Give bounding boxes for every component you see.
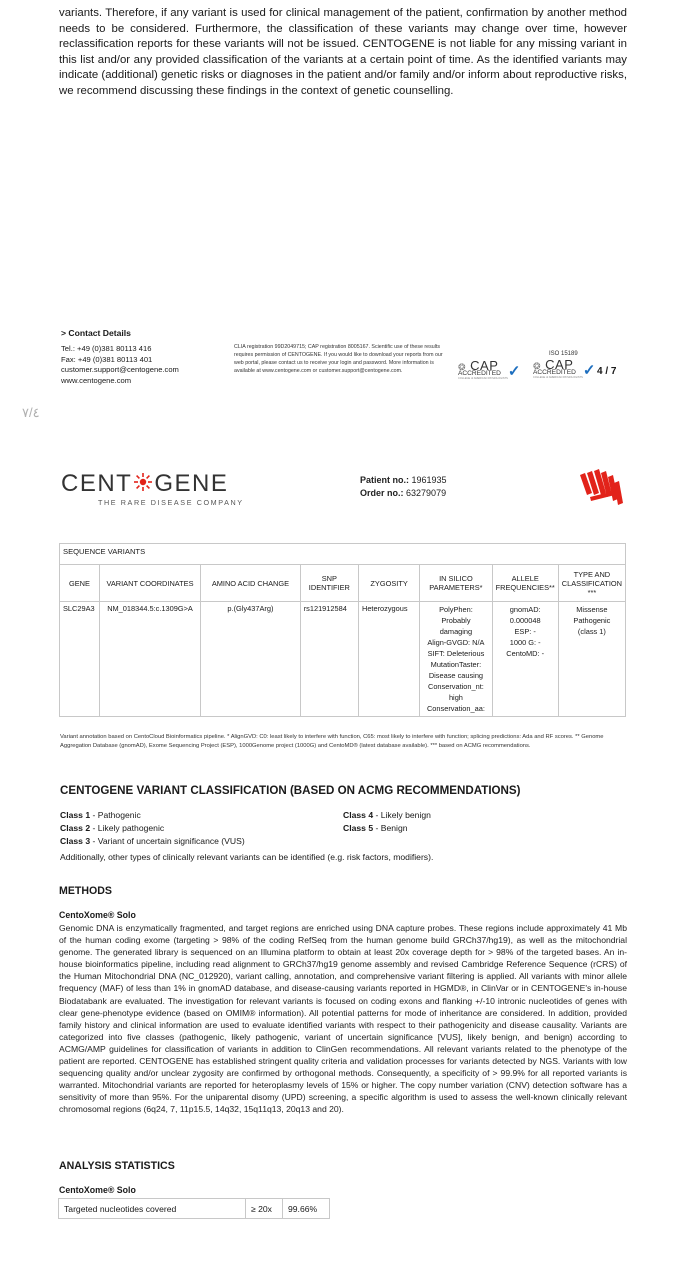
iso-cap-accredited-logo: ISO 15189 ❂ CAP ACCREDITED COLLEGE of AMERICAN PATHOLOGISTS ✓ — [533, 351, 596, 379]
analysis-statistics-heading: ANALYSIS STATISTICS — [59, 1160, 175, 1172]
checkmark-icon: ✓ — [582, 362, 596, 379]
centogene-logo: CENT GENE — [61, 470, 229, 497]
table-title: SEQUENCE VARIANTS — [60, 544, 626, 565]
column-header: AMINO ACID CHANGE — [201, 565, 301, 602]
contact-fax: Fax: +49 (0)381 80113 401 — [61, 354, 153, 364]
sun-logo-icon — [133, 471, 153, 499]
table-footnotes: Variant annotation based on CentoCloud Bioinformatics pipeline. * AlignGVD: C0: least likely to interfere with function, C65: most likely to interfere with function; splicing predictions: Ada and RF scores. ** Genome Aggregation Database (gnomAD), Exome Sequencing Project (ESP), 1000Genome project (1000G) and CentoMD® (latest database available). *** based on ACMG recommendations. — [60, 734, 604, 749]
analysis-statistics-subheading: CentoXome® Solo — [59, 1185, 136, 1195]
methods-heading: METHODS — [59, 885, 112, 897]
cell-classification: Missense Pathogenic (class 1) — [558, 602, 625, 717]
patient-no-label: Patient no.: — [360, 475, 409, 485]
order-no-label: Order no.: — [360, 487, 404, 498]
cell-zygosity: Heterozygous — [358, 602, 419, 717]
stats-value: 99.66% — [283, 1199, 330, 1219]
company-tagline: THE RARE DISEASE COMPANY — [98, 498, 244, 507]
table-row — [59, 1199, 330, 1219]
contact-details — [61, 344, 179, 386]
acmg-class-2: Class 2 - Likely pathogenic — [60, 823, 165, 833]
analysis-statistics-table — [58, 1198, 330, 1219]
centogene-flag-icon — [578, 469, 624, 514]
cell-gene: SLC29A3 — [60, 602, 100, 717]
contact-phone: Tel.: +49 (0)381 80113 416 — [61, 344, 152, 353]
table-row — [60, 602, 626, 717]
cap-accredited-logo: ❂ CAP ACCREDITED COLLEGE of AMERICAN PATHOLOGISTS ✓ — [458, 358, 521, 380]
cell-snp: rs121912584 — [300, 602, 358, 717]
contact-website: www.centogene.com — [61, 375, 132, 385]
cell-allele-frequencies: gnomAD: 0.000048 ESP: - 1000 G: - CentoMD: - — [492, 602, 558, 717]
acmg-additional-note: Additionally, other types of clinically relevant variants can be identified (e.g. risk factors, modifiers). — [60, 852, 434, 862]
stats-label: Targeted nucleotides covered — [59, 1199, 246, 1219]
column-header: ALLELE FREQUENCIES** — [492, 565, 558, 602]
acmg-heading: CENTOGENE VARIANT CLASSIFICATION (BASED ON ACMG RECOMMENDATIONS) — [60, 784, 521, 797]
intro-paragraph: variants. Therefore, if any variant is used for clinical management of the patient, confirmation by another method needs to be considered. Furthermore, the classification of these variants may change over time, however reclassification reports for these variants will not be issued. CENTOGENE is not liable for any missing variant in this list and/or any provided classification of the variants at a certain point of time. As the identified variants may indicate (additional) genetic risks or diagnoses in the patient and/or family and/or inform about reproductive risks, we recommend discussing these findings in the context of genetic counselling. — [59, 7, 627, 97]
patient-order-info — [360, 474, 447, 499]
acmg-class-5: Class 5 - Benign — [343, 823, 408, 833]
column-header: SNP IDENTIFIER — [300, 565, 358, 602]
checkmark-icon: ✓ — [507, 363, 521, 380]
contact-email: customer.support@centogene.com — [61, 365, 179, 374]
cell-amino-acid: p.(Gly437Arg) — [201, 602, 301, 717]
stats-depth: ≥ 20x — [246, 1199, 283, 1219]
column-header: GENE — [60, 565, 100, 602]
column-header: ZYGOSITY — [358, 565, 419, 602]
order-no-value: 63279079 — [406, 487, 447, 498]
acmg-class-4: Class 4 - Likely benign — [343, 810, 431, 820]
cap-seal-icon: ❂ — [458, 362, 467, 372]
page-number: 4 / 7 — [597, 366, 617, 377]
patient-no-value: 1961935 — [411, 475, 447, 485]
acmg-class-1: Class 1 - Pathogenic — [60, 810, 141, 820]
clia-registration-text: CLIA registration 99D2049715; CAP registration 8005167. Scientific use of these results requires permission of CENTOGENE. If you would like to download your reports from our web portal, please contact us to receive your login and password. More information is available at www.centogene.com or customer.support@centogene.com. — [234, 344, 443, 375]
handwritten-margin-note: ٧/٤ — [22, 405, 40, 420]
methods-body: Genomic DNA is enzymatically fragmented, and target regions are enriched using DNA capture probes. These regions include approximately 41 Mb of the human coding exome (targeting > 98% of the coding RefSeq from the human genome build GRCh37/hg19), as well as the mitochondrial genome. The generated library is sequenced on an Illumina platform to obtain at least 20x coverage depth for > 98% of the targeted bases. An in-house bioinformatics pipeline, including read alignment to GRCh37/hg19 genome assembly and revised Cambridge Reference Sequence (rCRS) of the Human Mitochondrial DNA (NC_012920), variant calling, annotation, and comprehensive variant filtering is applied. All variants with minor allele frequency (MAF) of less than 1% in gnomAD database, and disease-causing variants reported in HGMD®, in ClinVar or in CENTOGENE's in-house Biodatabank are evaluated. The investigation for relevant variants is focused on coding exons and flanking +/-10 intronic nucleotides of genes with clear gene-phenotype evidence (based on OMIM® information). All potential patterns for mode of inheritance are considered. In addition, provided family history and clinical information are used to evaluate identified variants with respect to their pathogenicity and disease causality. Variants are categorized into five classes (pathogenic, likely pathogenic, variant of uncertain significance [VUS], likely benign, and benign) according to ACMG/AMP guidelines for classification of variants in addition to ClinGen recommendations. All relevant variants related to the phenotype of the patient are reported. CENTOGENE has established stringent quality criteria and validation processes for variants detected by NGS. Variants with low sequencing quality and/or unclear zygosity are confirmed by orthogonal methods. Consequently, a specificity of > 99.9% for all reported variants is warranted. Mitochondrial variants are reported for heteroplasmy levels of 15% or higher. The copy number variation (CNV) detection software has a sensitivity of more than 95%. For the uniparental disomy (UPD) screening, a specific algorithm is used to assess the well-known clinically relevant chromosomal regions (6q24, 7, 11p15.5, 14q32, 15q11q13, 20q13 and 20). — [59, 923, 627, 1115]
cell-in-silico: PolyPhen: Probably damaging Align-GVGD: N/A SIFT: Deleterious MutationTaster: Disease causing Conservation_nt: high Conservation_aa: — [420, 602, 492, 717]
acmg-class-3: Class 3 - Variant of uncertain significance (VUS) — [60, 836, 245, 846]
methods-subheading: CentoXome® Solo — [59, 910, 136, 920]
table-header-row — [60, 565, 626, 602]
cap-seal-icon: ❂ — [533, 361, 542, 371]
cell-variant-coordinates: NM_018344.5:c.1309G>A — [99, 602, 200, 717]
column-header: IN SILICO PARAMETERS* — [420, 565, 492, 602]
contact-details-heading: > Contact Details — [61, 328, 131, 338]
column-header: VARIANT COORDINATES — [99, 565, 200, 602]
column-header: TYPE AND CLASSIFICATION *** — [558, 565, 625, 602]
sequence-variants-table — [59, 543, 626, 717]
